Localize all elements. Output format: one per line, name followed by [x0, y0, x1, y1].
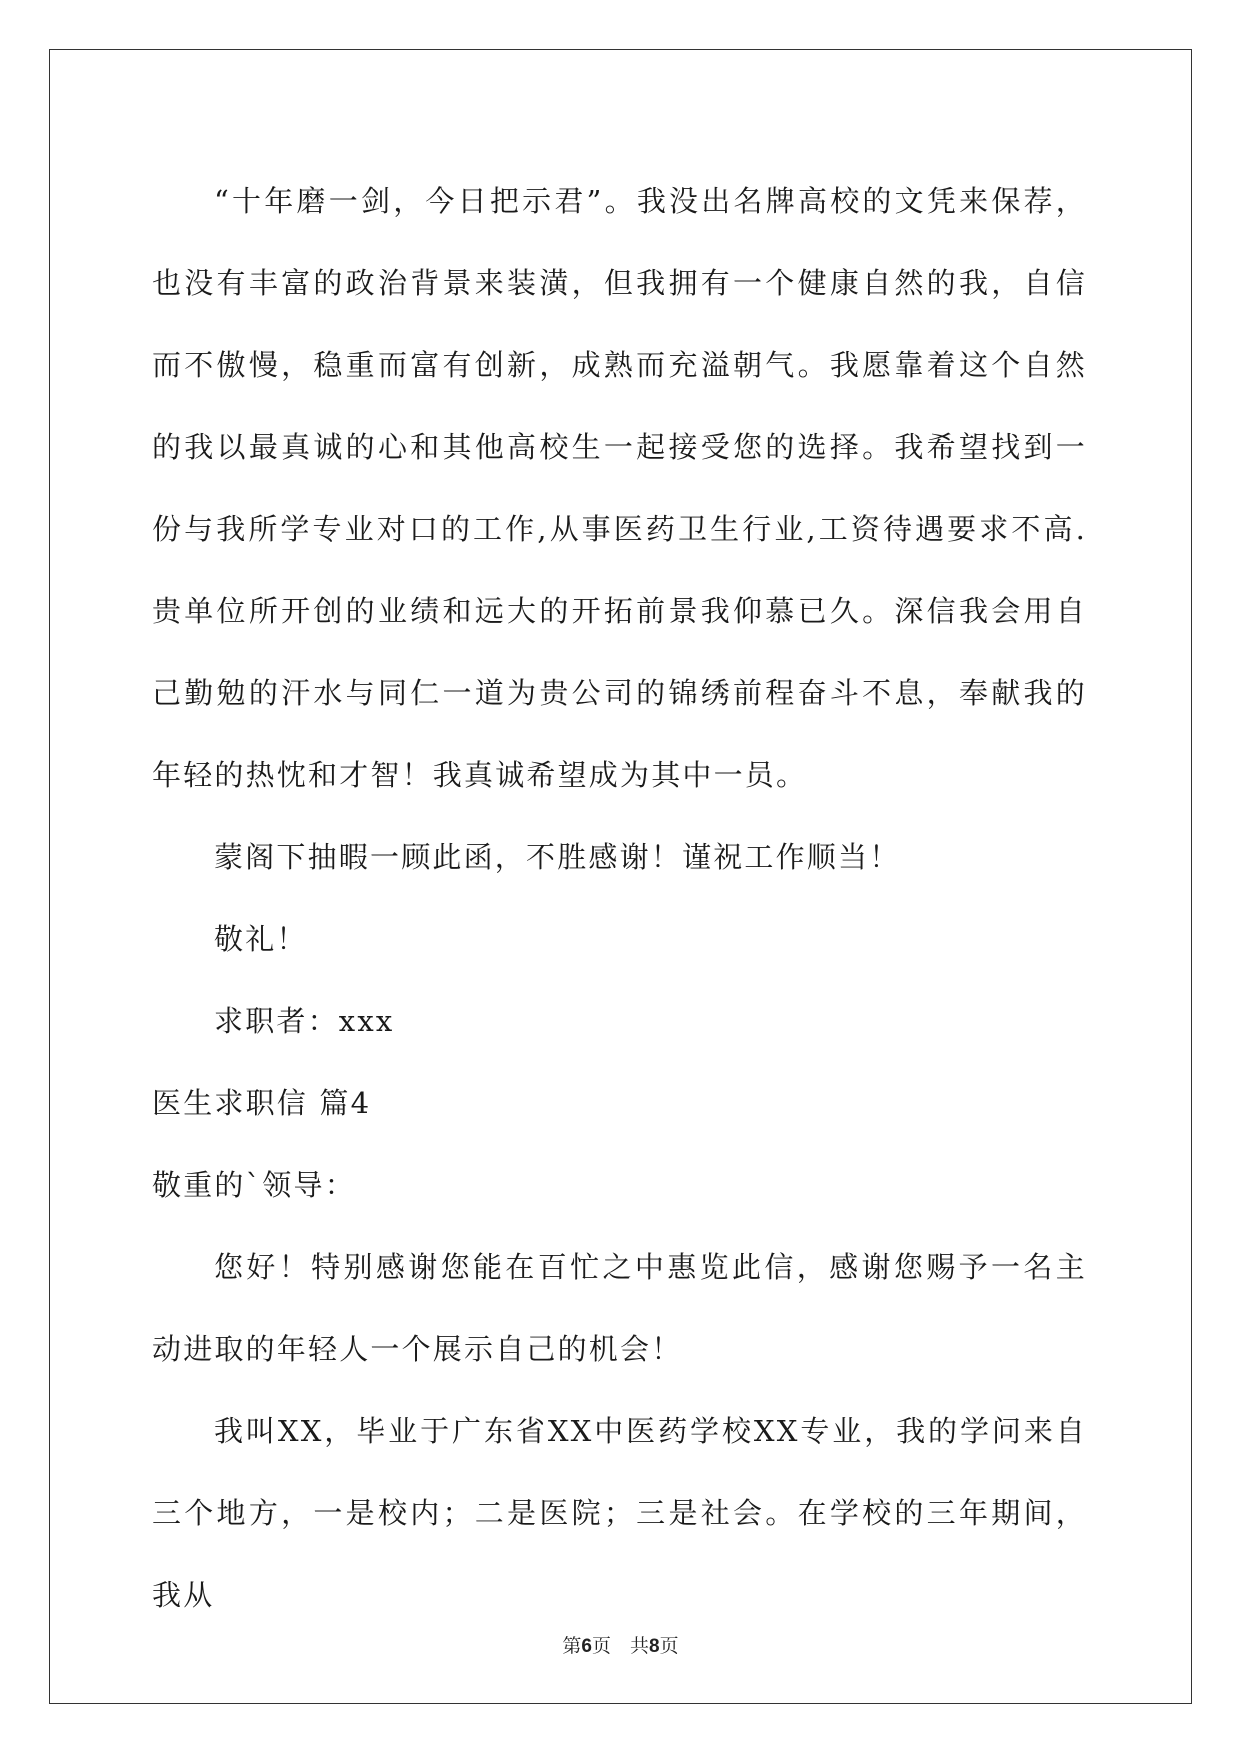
- footer-suffix: 页: [659, 1635, 679, 1657]
- paragraph-salutation-closing: 敬礼！: [214, 922, 308, 956]
- section-heading: 医生求职信 篇4: [152, 1086, 372, 1120]
- paragraph-background: 我叫XX，毕业于广东省XX中医药学校XX专业，我的学问来自三个地方，一是校内；二是医院；三是社会。在学校的三年期间，我从: [152, 1414, 1087, 1612]
- footer-prefix: 第: [562, 1635, 582, 1657]
- page-footer: [0, 1631, 1241, 1658]
- paragraph-thanks: 蒙阁下抽暇一顾此函，不胜感谢！谨祝工作顺当！: [214, 840, 901, 874]
- greeting-line: 敬重的`领导：: [152, 1168, 356, 1202]
- paragraph-opening: 您好！特别感谢您能在百忙之中惠览此信，感谢您赐予一名主动进取的年轻人一个展示自己的机会！: [152, 1250, 1087, 1366]
- paragraph-self-introduction: “十年磨一剑，今日把示君”。我没出名牌高校的文凭来保荐，也没有丰富的政治背景来装潢，但我拥有一个健康自然的我，自信而不傲慢，稳重而富有创新，成熟而充溢朝气。我愿靠着这个自然的我以最真诚的心和其他高校生一起接受您的选择。我希望找到一份与我所学专业对口的工作,从事医药卫生行业,工资待遇要求不高.贵单位所开创的业绩和远大的开拓前景我仰慕已久。深信我会用自己勤勉的汗水与同仁一道为贵公司的锦绣前程奋斗不息，奉献我的年轻的热忱和才智！我真诚希望成为其中一员。: [152, 184, 1087, 792]
- footer-page-number: 6: [581, 1636, 592, 1657]
- footer-mid: 页 共: [591, 1635, 649, 1657]
- document-body: [152, 160, 1087, 1636]
- paragraph-signature: 求职者：xxx: [214, 1004, 395, 1038]
- footer-total-pages: 8: [649, 1636, 660, 1657]
